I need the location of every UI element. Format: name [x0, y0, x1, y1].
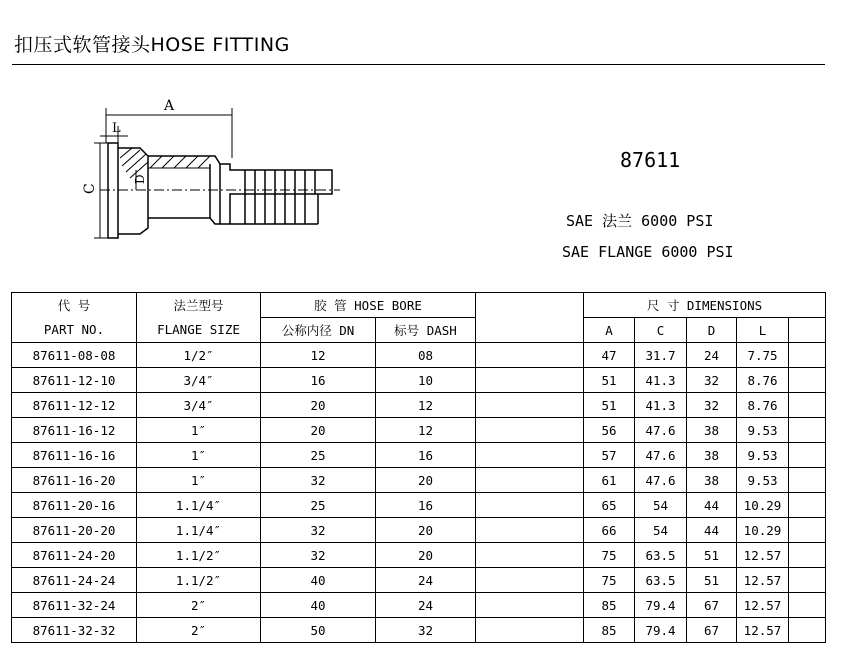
- blank-cell: [789, 418, 826, 443]
- blank-cell: [789, 518, 826, 543]
- dim-a-cell: 47: [584, 343, 635, 368]
- blank-cell: [476, 343, 584, 368]
- dim-d-cell: 44: [687, 518, 737, 543]
- blank-cell: [789, 368, 826, 393]
- blank-cell: [789, 618, 826, 643]
- part-no-cell: 87611-16-16: [12, 443, 137, 468]
- flange-size-cell: 1″: [137, 443, 261, 468]
- flange-size-cell: 2″: [137, 618, 261, 643]
- dash-cell: 20: [376, 543, 476, 568]
- dn-cell: 40: [261, 593, 376, 618]
- dim-l-cell: 12.57: [737, 593, 789, 618]
- dn-cell: 32: [261, 468, 376, 493]
- table-row: [12, 493, 826, 518]
- dim-l-cell: 10.29: [737, 518, 789, 543]
- blank-cell: [476, 368, 584, 393]
- title-divider: [12, 64, 825, 65]
- dim-d-cell: 38: [687, 443, 737, 468]
- blank-cell: [476, 468, 584, 493]
- dim-a-cell: 85: [584, 618, 635, 643]
- dim-c-cell: 54: [635, 518, 687, 543]
- part-no-cell: 87611-24-24: [12, 568, 137, 593]
- flange-size-cell: 1/2″: [137, 343, 261, 368]
- blank-cell: [789, 468, 826, 493]
- dim-d-cell: 44: [687, 493, 737, 518]
- dim-l-cell: 9.53: [737, 468, 789, 493]
- blank-cell: [789, 543, 826, 568]
- dim-a-cell: 61: [584, 468, 635, 493]
- dim-d-cell: 32: [687, 393, 737, 418]
- spec-english: SAE FLANGE 6000 PSI: [562, 243, 734, 261]
- dim-a-cell: 75: [584, 568, 635, 593]
- dim-a-cell: 56: [584, 418, 635, 443]
- dim-c-cell: 54: [635, 493, 687, 518]
- dim-l-cell: 8.76: [737, 368, 789, 393]
- dim-l-cell: 12.57: [737, 618, 789, 643]
- flange-size-cell: 1″: [137, 468, 261, 493]
- dn-cell: 25: [261, 443, 376, 468]
- dim-l-cell: 7.75: [737, 343, 789, 368]
- table-row: [12, 593, 826, 618]
- header-l: L: [737, 318, 789, 343]
- header-row-2: [12, 318, 826, 343]
- dim-c-cell: 47.6: [635, 443, 687, 468]
- dim-l-cell: 9.53: [737, 443, 789, 468]
- dim-d-label: D: [133, 174, 147, 184]
- dash-cell: 24: [376, 593, 476, 618]
- dim-c-cell: 41.3: [635, 368, 687, 393]
- flange-size-cell: 1.1/4″: [137, 493, 261, 518]
- dash-cell: 16: [376, 443, 476, 468]
- flange-size-cell: 1″: [137, 418, 261, 443]
- blank-cell: [476, 568, 584, 593]
- dim-c-cell: 47.6: [635, 468, 687, 493]
- table-row: [12, 518, 826, 543]
- blank-cell: [476, 418, 584, 443]
- dim-d-cell: 67: [687, 593, 737, 618]
- dim-a-cell: 66: [584, 518, 635, 543]
- dim-a-cell: 65: [584, 493, 635, 518]
- dim-a-cell: 57: [584, 443, 635, 468]
- dim-d-cell: 24: [687, 343, 737, 368]
- table-row: [12, 418, 826, 443]
- dash-cell: 16: [376, 493, 476, 518]
- blank-cell: [789, 393, 826, 418]
- part-no-cell: 87611-24-20: [12, 543, 137, 568]
- spec-chinese: SAE 法兰 6000 PSI: [566, 212, 714, 230]
- dim-c-cell: 41.3: [635, 393, 687, 418]
- dim-d-cell: 67: [687, 618, 737, 643]
- part-no-cell: 87611-20-20: [12, 518, 137, 543]
- model-number: 87611: [620, 148, 681, 172]
- flange-size-cell: 3/4″: [137, 368, 261, 393]
- dim-l-cell: 8.76: [737, 393, 789, 418]
- dim-c-label: C: [82, 183, 98, 194]
- dn-cell: 20: [261, 418, 376, 443]
- header-dash: 标号 DASH: [376, 318, 476, 343]
- dash-cell: 24: [376, 568, 476, 593]
- part-no-cell: 87611-08-08: [12, 343, 137, 368]
- dim-l-cell: 10.29: [737, 493, 789, 518]
- table-row: [12, 543, 826, 568]
- blank-cell: [789, 568, 826, 593]
- dim-d-cell: 38: [687, 468, 737, 493]
- part-no-cell: 87611-16-12: [12, 418, 137, 443]
- table-row: [12, 618, 826, 643]
- dim-l-cell: 12.57: [737, 568, 789, 593]
- dim-l-label: L: [112, 121, 121, 136]
- dim-c-cell: 63.5: [635, 543, 687, 568]
- blank-cell: [476, 443, 584, 468]
- dn-cell: 25: [261, 493, 376, 518]
- header-code-en: PART NO.: [12, 318, 137, 343]
- table-row: [12, 443, 826, 468]
- header-flange-cn: 法兰型号: [137, 293, 261, 318]
- dim-a-cell: 85: [584, 593, 635, 618]
- dash-cell: 10: [376, 368, 476, 393]
- header-blank: [476, 293, 584, 318]
- part-no-cell: 87611-32-32: [12, 618, 137, 643]
- header-row-1: [12, 293, 826, 318]
- dim-c-cell: 79.4: [635, 618, 687, 643]
- dn-cell: 40: [261, 568, 376, 593]
- blank-cell: [789, 593, 826, 618]
- blank-cell: [789, 493, 826, 518]
- flange-size-cell: 1.1/4″: [137, 518, 261, 543]
- dn-cell: 16: [261, 368, 376, 393]
- dash-cell: 12: [376, 393, 476, 418]
- header-dim-group: 尺 寸 DIMENSIONS: [584, 293, 826, 318]
- flange-size-cell: 1.1/2″: [137, 568, 261, 593]
- header-hose-group: 胶 管 HOSE BORE: [261, 293, 476, 318]
- dim-d-cell: 51: [687, 568, 737, 593]
- header-code-cn: 代 号: [12, 293, 137, 318]
- dim-a-cell: 51: [584, 393, 635, 418]
- table-row: [12, 368, 826, 393]
- flange-size-cell: 2″: [137, 593, 261, 618]
- dash-cell: 20: [376, 468, 476, 493]
- dim-c-cell: 47.6: [635, 418, 687, 443]
- flange-size-cell: 1.1/2″: [137, 543, 261, 568]
- part-no-cell: 87611-16-20: [12, 468, 137, 493]
- dash-cell: 32: [376, 618, 476, 643]
- dim-l-cell: 12.57: [737, 543, 789, 568]
- blank-cell: [476, 518, 584, 543]
- part-no-cell: 87611-32-24: [12, 593, 137, 618]
- blank-cell: [476, 543, 584, 568]
- flange-size-cell: 3/4″: [137, 393, 261, 418]
- dim-c-cell: 31.7: [635, 343, 687, 368]
- table-row: [12, 568, 826, 593]
- blank-cell: [789, 443, 826, 468]
- part-no-cell: 87611-20-16: [12, 493, 137, 518]
- dim-d-cell: 38: [687, 418, 737, 443]
- dim-l-cell: 9.53: [737, 418, 789, 443]
- header-dn: 公称内径 DN: [261, 318, 376, 343]
- dim-c-cell: 79.4: [635, 593, 687, 618]
- dash-cell: 08: [376, 343, 476, 368]
- blank-cell: [476, 593, 584, 618]
- dim-a-label: A: [164, 98, 175, 114]
- dn-cell: 50: [261, 618, 376, 643]
- blank-cell: [476, 618, 584, 643]
- dash-cell: 20: [376, 518, 476, 543]
- header-blank-3: [789, 318, 826, 343]
- dn-cell: 12: [261, 343, 376, 368]
- dim-a-cell: 51: [584, 368, 635, 393]
- dn-cell: 32: [261, 543, 376, 568]
- part-no-cell: 87611-12-12: [12, 393, 137, 418]
- dn-cell: 32: [261, 518, 376, 543]
- dash-cell: 12: [376, 418, 476, 443]
- part-no-cell: 87611-12-10: [12, 368, 137, 393]
- header-flange-en: FLANGE SIZE: [137, 318, 261, 343]
- blank-cell: [476, 493, 584, 518]
- spec-table: [11, 292, 826, 643]
- header-blank-2: [476, 318, 584, 343]
- dim-c-cell: 63.5: [635, 568, 687, 593]
- blank-cell: [789, 343, 826, 368]
- page-title: 扣压式软管接头HOSE FITTING: [14, 34, 290, 56]
- table-row: [12, 343, 826, 368]
- header-c: C: [635, 318, 687, 343]
- dim-d-cell: 51: [687, 543, 737, 568]
- blank-cell: [476, 393, 584, 418]
- dn-cell: 20: [261, 393, 376, 418]
- fitting-drawing: [70, 88, 350, 248]
- table-row: [12, 393, 826, 418]
- header-d: D: [687, 318, 737, 343]
- header-a: A: [584, 318, 635, 343]
- dim-d-cell: 32: [687, 368, 737, 393]
- table-row: [12, 468, 826, 493]
- dim-a-cell: 75: [584, 543, 635, 568]
